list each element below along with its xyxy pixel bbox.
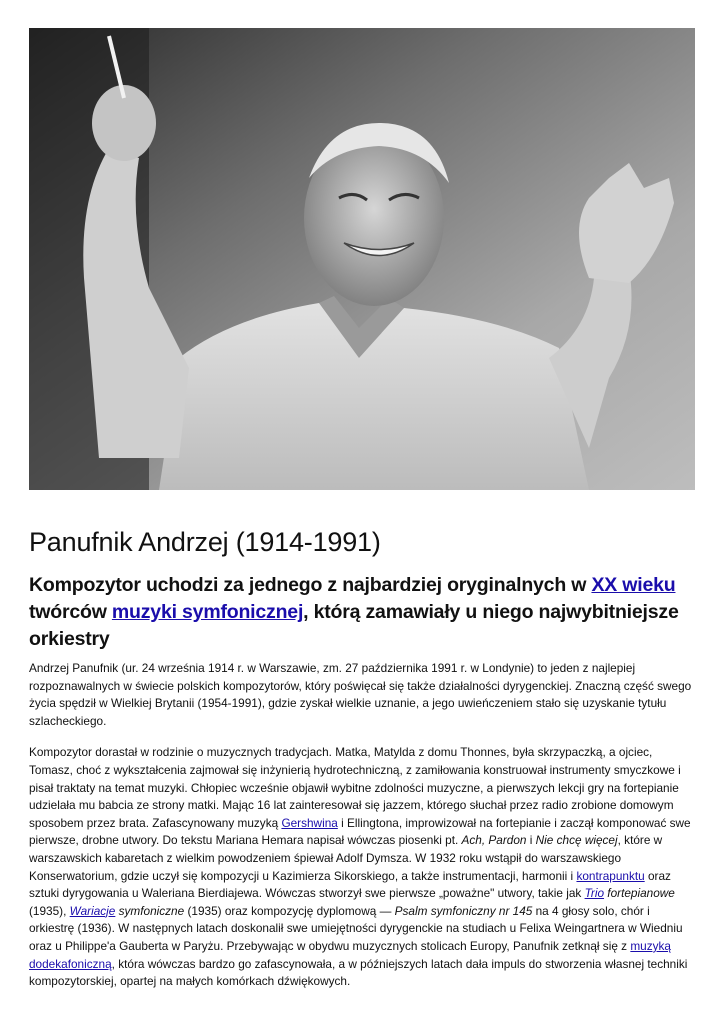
subtitle-text: Kompozytor uchodzi za jednego z najbardziej oryginalnych w xyxy=(29,574,592,596)
paragraph-text: , która wówczas bardzo go zafascynowała, a w późniejszych latach dała impuls do stworzenia własnej techniki kompozytorskiej, opartej na małych komórkach dźwiękowych. xyxy=(29,956,688,989)
conductor-photo xyxy=(29,28,695,490)
paragraph-text: oraz sztuki dyrygowania u Waleriana Bierdiajewa. Wówczas stworzył swe pierwsze „poważne" utwory, takie jak xyxy=(29,868,671,901)
link-trio[interactable] xyxy=(585,886,604,900)
paragraph-1: Andrzej Panufnik (ur. 24 września 1914 r. w Warszawie, zm. 27 października 1991 r. w Londynie) to jeden z najlepiej rozpoznawalnych w świecie polskich kompozytorów, który poświęcał się także działalności dyrygenckiej. Znaczną część swego życia spędził w Wielkiej Brytanii (1954-1991), gdzie zyskał wielkie uznanie, a jego uwieńczeniem stało się uzyskanie tytułu szlacheckiego. xyxy=(29,661,692,728)
paragraph-text: na 4 głosy solo, chór i orkiestrę (1936). W następnych latach doskonalił swe umiejętności dyrygenckie na studiach u Felixa Weingartnera w Wiedniu oraz u Philippe'a Gauberta w Paryżu. Przebywając w obydwu muzycznych stolicach Europy, Panufnik zetknął się z xyxy=(29,903,683,953)
subtitle-text: , którą zamawiały u niego najwybitniejsze orkiestry xyxy=(29,601,679,650)
paragraph-2 xyxy=(29,744,697,990)
subtitle xyxy=(29,572,697,653)
paragraph-text: i xyxy=(526,833,536,848)
link-kontrapunktu[interactable]: kontrapunktu xyxy=(576,868,645,883)
article-body xyxy=(29,660,697,991)
link-wariacje[interactable] xyxy=(70,904,116,918)
link-muzyki-symfonicznej[interactable]: muzyki symfonicznej xyxy=(111,601,304,623)
link-gershwina[interactable]: Gershwina xyxy=(281,815,338,830)
title-nie-chce-wiecej: Nie chcę więcej xyxy=(535,833,618,848)
paragraph-text: Kompozytor dorastał w rodzinie o muzycznych tradycjach. Matka, Matylda z domu Thonnes, była skrzypaczką, a ojciec, Tomasz, choć z wykształcenia zajmował się inżynierią hydrotechniczną, z zamiłowania konstruował instrumenty smyczkowe i pisał traktaty na temat muzyki. Chłopiec wcześnie objawił wybitne zdolności muzyczne, a pierwszych lekcji gry na fortepianie udzielała mu babcia ze strony matki. Mając 16 lat zainteresował się jazzem, którego słuchał przez radio zrobione domowym sposobem przez brata. Zafascynowany muzyką xyxy=(29,745,681,830)
paragraph-text: (1935) oraz kompozycję dyplomową — xyxy=(184,903,395,918)
title-psalm: Psalm symfoniczny nr 145 xyxy=(394,903,533,918)
subtitle-text: twórców xyxy=(29,601,112,623)
page-title: Panufnik Andrzej (1914-1991) xyxy=(29,527,381,557)
paragraph-text: (1935), xyxy=(29,903,70,918)
paragraph-text: , które w warszawskich kabaretach z wielkim powodzeniem śpiewał Adolf Dymsza. W 1932 roku wstąpił do warszawskiego Konserwatorium, gdzie uczył się kompozycji u Kazimierza Sikorskiego, a także instrumentacji, harmonii i xyxy=(29,833,663,883)
title-fortepianowe: fortepianowe xyxy=(604,886,675,901)
title-ach-pardon: Ach, Pardon xyxy=(461,833,527,848)
link-wariacje-text: Wariacje xyxy=(69,903,116,918)
title-symfoniczne: symfoniczne xyxy=(115,903,185,918)
paragraph-text: i Ellingtona, improwizował na fortepianie i zaczął komponować swe pierwsze, drobne utwory. Do tekstu Mariana Hemara napisał wówczas piosenki pt. xyxy=(29,815,691,848)
link-xx-wieku[interactable]: XX wieku xyxy=(591,574,676,596)
link-muzyka-dodekafoniczna[interactable]: muzyką dodekafoniczną xyxy=(29,938,671,971)
link-trio-text: Trio xyxy=(584,886,605,901)
